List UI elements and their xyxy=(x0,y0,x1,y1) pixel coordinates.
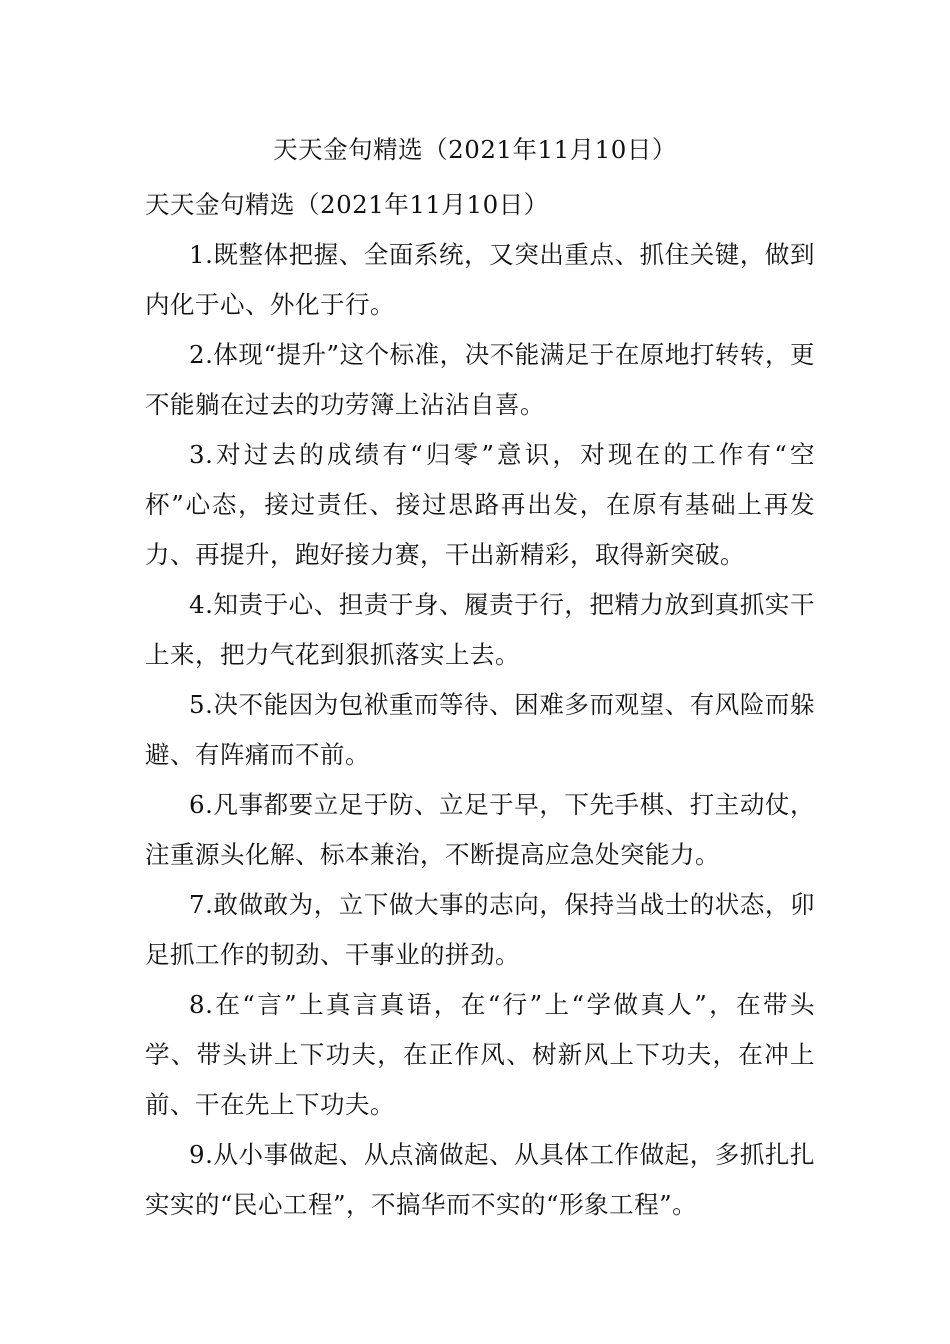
document-body xyxy=(145,180,815,1230)
quote-item-5: 5.决不能因为包袱重而等待、困难多而观望、有风险而躲避、有阵痛而不前。 xyxy=(145,690,815,769)
quote-item-7: 7.敢做敢为，立下做大事的志向，保持当战士的状态，卯足抓工作的韧劲、干事业的拼劲。 xyxy=(145,890,815,969)
quote-item-6: 6.凡事都要立足于防、立足于早，下先手棋、打主动仗，注重源头化解、标本兼治，不断提高应急处突能力。 xyxy=(145,790,815,869)
document-title: 天天金句精选（2021年11月10日） xyxy=(273,135,677,164)
quote-item-8: 8.在“言”上真言真语，在“行”上“学做真人”，在带头学、带头讲上下功夫，在正作风、树新风上下功夫，在冲上前、干在先上下功夫。 xyxy=(145,990,815,1119)
quote-item-9: 9.从小事做起、从点滴做起、从具体工作做起，多抓扎扎实实的“民心工程”，不搞华而不实的“形象工程”。 xyxy=(145,1140,815,1219)
quote-item-1: 1.既整体把握、全面系统，又突出重点、抓住关键，做到内化于心、外化于行。 xyxy=(145,240,815,319)
quote-item-2: 2.体现“提升”这个标准，决不能满足于在原地打转转，更不能躺在过去的功劳簿上沾沾自喜。 xyxy=(145,340,815,419)
quote-item-4: 4.知责于心、担责于身、履责于行，把精力放到真抓实干上来，把力气花到狠抓落实上去。 xyxy=(145,590,815,669)
document-subtitle: 天天金句精选（2021年11月10日） xyxy=(145,190,549,219)
quote-item-3: 3.对过去的成绩有“归零”意识，对现在的工作有“空杯”心态，接过责任、接过思路再出发，在原有基础上再发力、再提升，跑好接力赛，干出新精彩，取得新突破。 xyxy=(145,440,815,569)
